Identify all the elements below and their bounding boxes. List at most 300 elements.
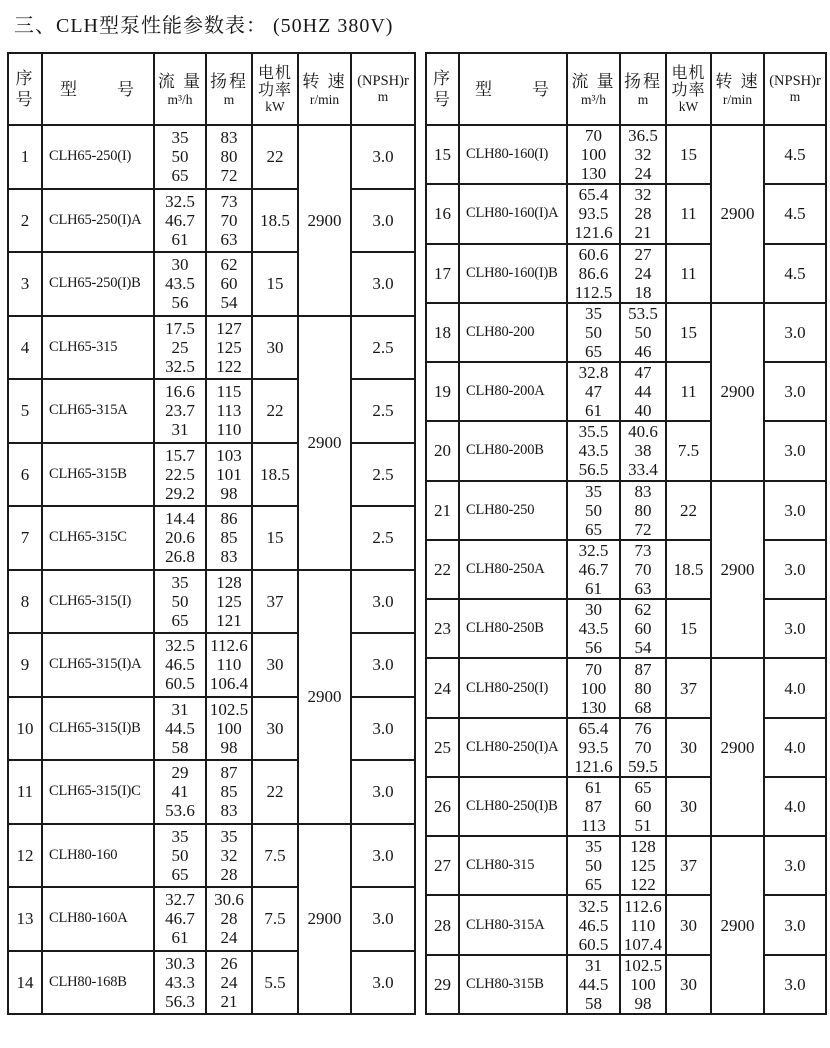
- table-row: [426, 125, 826, 184]
- head-cell: [206, 824, 252, 888]
- flow-value: 100: [580, 145, 607, 165]
- flow-value: 65.4: [578, 185, 609, 205]
- head-value: 32: [634, 145, 652, 165]
- head-value: 24: [634, 263, 652, 283]
- seq-cell: 3: [8, 252, 42, 316]
- flow-cell: [154, 252, 206, 316]
- power-cell: 18.5: [666, 540, 711, 599]
- speed-cell: 2900: [711, 481, 764, 659]
- flow-cell: [154, 570, 206, 634]
- head-value: 70: [634, 559, 652, 579]
- power-cell: 30: [666, 718, 711, 777]
- table-row: [8, 824, 415, 888]
- table-row: [426, 362, 826, 421]
- npsh-cell: 3.0: [351, 760, 415, 824]
- npsh-cell: 3.0: [351, 125, 415, 189]
- flow-cell: [154, 189, 206, 253]
- flow-value: 46.5: [578, 915, 609, 935]
- seq-cell: 13: [8, 887, 42, 951]
- flow-value: 30: [585, 600, 602, 620]
- head-value: 28: [220, 864, 238, 884]
- table-row: [426, 955, 826, 1014]
- head-value: 40: [634, 401, 652, 421]
- flow-cell: [154, 443, 206, 507]
- power-cell: 11: [666, 244, 711, 303]
- model-cell: CLH65-250(I)B: [42, 252, 154, 316]
- head-cell: [620, 599, 666, 658]
- col-header-seq-line1: 序: [15, 69, 35, 88]
- power-cell: 15: [666, 599, 711, 658]
- npsh-cell: 3.0: [351, 633, 415, 697]
- flow-value: 61: [585, 578, 602, 598]
- flow-value: 16.6: [165, 382, 195, 402]
- col-header-speed: [298, 53, 351, 125]
- flow-value: 50: [171, 591, 189, 611]
- model-cell: CLH65-315C: [42, 506, 154, 570]
- power-cell: 30: [252, 316, 298, 380]
- seq-cell: 26: [426, 777, 459, 836]
- npsh-cell: 3.0: [351, 824, 415, 888]
- model-cell: CLH80-160A: [42, 887, 154, 951]
- col-header-speed-unit: r/min: [722, 92, 753, 107]
- speed-cell: 2900: [711, 125, 764, 303]
- npsh-cell: 3.0: [764, 599, 826, 658]
- seq-cell: 5: [8, 379, 42, 443]
- speed-cell: 2900: [298, 824, 351, 1015]
- power-cell: 37: [666, 836, 711, 895]
- flow-value: 32.5: [165, 636, 195, 656]
- model-cell: CLH80-315B: [459, 955, 567, 1014]
- col-header-head-label: 扬程: [624, 72, 662, 91]
- col-header-model: 型 号: [42, 53, 154, 125]
- flow-value: 50: [585, 500, 602, 520]
- flow-value: 60.5: [165, 674, 195, 694]
- npsh-cell: 3.0: [764, 836, 826, 895]
- table-row: [426, 421, 826, 480]
- head-value: 21: [634, 223, 652, 243]
- head-value: 110: [216, 655, 242, 675]
- flow-value: 61: [171, 928, 189, 948]
- col-header-speed: [711, 53, 764, 125]
- flow-value: 86.6: [578, 263, 609, 283]
- col-header-npsh: [351, 53, 415, 125]
- model-cell: CLH80-160(I)A: [459, 184, 567, 243]
- head-value: 73: [634, 540, 652, 560]
- head-value: 122: [630, 875, 656, 895]
- flow-value: 46.5: [165, 655, 195, 675]
- npsh-cell: 2.5: [351, 506, 415, 570]
- head-value: 80: [634, 500, 652, 520]
- head-value: 121: [216, 610, 242, 630]
- model-cell: CLH80-250(I): [459, 658, 567, 717]
- head-value: 27: [634, 244, 652, 264]
- col-header-power-unit: kW: [678, 98, 699, 114]
- npsh-cell: 3.0: [351, 252, 415, 316]
- head-value: 72: [634, 519, 652, 539]
- flow-value: 61: [585, 401, 602, 421]
- model-cell: CLH80-315A: [459, 895, 567, 954]
- power-cell: 22: [252, 125, 298, 189]
- head-value: 107.4: [623, 934, 663, 954]
- head-value: 76: [634, 718, 652, 738]
- flow-cell: [567, 777, 620, 836]
- npsh-cell: 3.0: [764, 362, 826, 421]
- head-value: 125: [216, 337, 242, 357]
- table-row: [426, 836, 826, 895]
- model-cell: CLH80-160(I)B: [459, 244, 567, 303]
- head-value: 83: [634, 481, 652, 501]
- table-row: [8, 316, 415, 380]
- head-value: 102.5: [209, 699, 249, 719]
- speed-cell: 2900: [298, 570, 351, 824]
- head-value: 80: [634, 678, 652, 698]
- flow-value: 31: [585, 955, 602, 975]
- flow-value: 44.5: [165, 718, 195, 738]
- power-cell: 30: [252, 697, 298, 761]
- power-cell: 22: [252, 760, 298, 824]
- col-header-head-label: 扬程: [210, 72, 248, 91]
- npsh-cell: 3.0: [351, 887, 415, 951]
- head-cell: [620, 658, 666, 717]
- head-cell: [620, 362, 666, 421]
- npsh-cell: 3.0: [764, 955, 826, 1014]
- model-cell: CLH80-160(I): [459, 125, 567, 184]
- col-header-npsh: [764, 53, 826, 125]
- table-row: [426, 244, 826, 303]
- table-row: [426, 895, 826, 954]
- npsh-cell: 3.0: [764, 895, 826, 954]
- power-cell: 15: [252, 252, 298, 316]
- head-value: 26: [220, 953, 238, 973]
- head-value: 102.5: [623, 955, 663, 975]
- flow-value: 35: [585, 481, 602, 501]
- head-cell: [620, 540, 666, 599]
- seq-cell: 24: [426, 658, 459, 717]
- head-value: 72: [220, 166, 238, 186]
- head-cell: [206, 316, 252, 380]
- col-header-model: 型 号: [459, 53, 567, 125]
- flow-value: 56: [171, 293, 189, 313]
- flow-value: 65: [171, 610, 189, 630]
- flow-value: 50: [171, 147, 189, 167]
- model-cell: CLH80-250A: [459, 540, 567, 599]
- seq-cell: 6: [8, 443, 42, 507]
- head-value: 44: [634, 382, 652, 402]
- flow-cell: [154, 125, 206, 189]
- head-value: 40.6: [628, 422, 658, 442]
- col-header-flow: [154, 53, 206, 125]
- head-value: 70: [634, 737, 652, 757]
- head-value: 83: [220, 547, 238, 567]
- head-value: 125: [216, 591, 242, 611]
- col-header-npsh-unit: m: [377, 89, 389, 104]
- flow-cell: [567, 481, 620, 540]
- head-value: 73: [220, 191, 238, 211]
- npsh-cell: 3.0: [351, 951, 415, 1015]
- flow-value: 65: [585, 875, 602, 895]
- flow-value: 47: [585, 382, 602, 402]
- seq-cell: 14: [8, 951, 42, 1015]
- seq-cell: 1: [8, 125, 42, 189]
- head-value: 128: [216, 572, 242, 592]
- power-cell: 15: [666, 125, 711, 184]
- flow-value: 130: [580, 164, 607, 184]
- power-cell: 22: [666, 481, 711, 540]
- head-value: 80: [220, 147, 238, 167]
- col-header-npsh-label: (NPSH)r: [769, 73, 821, 89]
- flow-value: 32.5: [165, 356, 195, 376]
- header-row: [8, 53, 415, 125]
- flow-value: 65.4: [578, 718, 609, 738]
- flow-value: 58: [585, 993, 602, 1013]
- head-cell: [206, 379, 252, 443]
- model-cell: CLH80-315: [459, 836, 567, 895]
- head-value: 33.4: [628, 460, 658, 480]
- table-body-right: [426, 125, 826, 1014]
- head-cell: [620, 244, 666, 303]
- flow-value: 60.6: [578, 244, 609, 264]
- col-header-speed-unit: r/min: [309, 92, 340, 107]
- col-header-flow-unit: m³/h: [167, 92, 193, 107]
- speed-cell: 2900: [298, 125, 351, 316]
- speed-cell: 2900: [711, 303, 764, 481]
- head-value: 63: [634, 578, 652, 598]
- col-header-head-unit: m: [223, 92, 235, 107]
- table-row: [426, 658, 826, 717]
- table-row: [8, 379, 415, 443]
- power-cell: 37: [666, 658, 711, 717]
- flow-value: 35: [585, 837, 602, 857]
- seq-cell: 11: [8, 760, 42, 824]
- col-header-power: [252, 53, 298, 125]
- head-value: 24: [220, 928, 238, 948]
- flow-cell: [567, 303, 620, 362]
- flow-value: 22.5: [165, 464, 195, 484]
- flow-value: 87: [585, 797, 602, 817]
- head-value: 115: [216, 382, 242, 402]
- table-row: [426, 540, 826, 599]
- speed-cell: 2900: [711, 836, 764, 1014]
- flow-value: 43.5: [165, 274, 195, 294]
- flow-cell: [567, 895, 620, 954]
- col-header-npsh-label: (NPSH)r: [357, 73, 409, 89]
- model-cell: CLH80-250: [459, 481, 567, 540]
- flow-value: 70: [585, 126, 602, 146]
- flow-cell: [154, 316, 206, 380]
- model-cell: CLH65-315(I): [42, 570, 154, 634]
- head-value: 112.6: [624, 896, 662, 916]
- seq-cell: 9: [8, 633, 42, 697]
- head-cell: [620, 303, 666, 362]
- head-cell: [206, 633, 252, 697]
- head-cell: [206, 252, 252, 316]
- table-header-left: [8, 53, 415, 125]
- flow-value: 32.7: [165, 890, 195, 910]
- head-cell: [620, 718, 666, 777]
- table-row: [8, 697, 415, 761]
- flow-cell: [154, 697, 206, 761]
- table-row: [8, 252, 415, 316]
- npsh-cell: 3.0: [764, 421, 826, 480]
- flow-value: 60.5: [578, 934, 609, 954]
- power-cell: 30: [666, 955, 711, 1014]
- flow-cell: [154, 633, 206, 697]
- seq-cell: 15: [426, 125, 459, 184]
- flow-value: 56: [585, 638, 602, 658]
- head-value: 127: [216, 318, 242, 338]
- head-value: 62: [634, 600, 652, 620]
- table-row: [8, 125, 415, 189]
- power-cell: 18.5: [252, 443, 298, 507]
- power-cell: 11: [666, 362, 711, 421]
- head-value: 106.4: [209, 674, 249, 694]
- head-cell: [206, 443, 252, 507]
- flow-cell: [154, 760, 206, 824]
- col-header-speed-label: 转 速: [715, 72, 760, 91]
- col-header-head: [206, 53, 252, 125]
- head-value: 21: [220, 991, 238, 1011]
- flow-value: 30: [171, 255, 189, 275]
- page-title: 三、CLH型泵性能参数表： (50HZ 380V): [14, 15, 394, 37]
- flow-value: 32.8: [578, 363, 609, 383]
- head-value: 54: [220, 293, 238, 313]
- flow-value: 30.3: [165, 953, 195, 973]
- table-row: [426, 184, 826, 243]
- flow-value: 112.5: [574, 282, 613, 302]
- col-header-power-line2: 功率: [257, 81, 292, 99]
- head-cell: [206, 125, 252, 189]
- flow-value: 121.6: [574, 756, 613, 776]
- npsh-cell: 4.5: [764, 125, 826, 184]
- flow-value: 43.5: [578, 619, 609, 639]
- header-row: [426, 53, 826, 125]
- power-cell: 11: [666, 184, 711, 243]
- flow-value: 65: [171, 864, 189, 884]
- head-value: 59.5: [628, 756, 658, 776]
- head-value: 63: [220, 229, 238, 249]
- head-value: 28: [220, 909, 238, 929]
- flow-value: 32.5: [165, 191, 195, 211]
- flow-value: 65: [171, 166, 189, 186]
- flow-value: 113: [581, 816, 606, 836]
- head-value: 98: [634, 993, 652, 1013]
- flow-cell: [567, 836, 620, 895]
- flow-value: 46.7: [165, 210, 195, 230]
- flow-cell: [567, 421, 620, 480]
- head-value: 54: [634, 638, 652, 658]
- head-value: 28: [634, 204, 652, 224]
- head-cell: [620, 481, 666, 540]
- flow-value: 61: [585, 778, 602, 798]
- head-value: 128: [630, 837, 656, 857]
- flow-cell: [154, 506, 206, 570]
- flow-value: 56.5: [578, 460, 609, 480]
- model-cell: CLH80-250B: [459, 599, 567, 658]
- head-value: 83: [220, 128, 238, 148]
- flow-value: 61: [171, 229, 189, 249]
- head-value: 36.5: [628, 126, 658, 146]
- flow-cell: [567, 244, 620, 303]
- head-value: 100: [630, 974, 656, 994]
- flow-cell: [154, 887, 206, 951]
- seq-cell: 19: [426, 362, 459, 421]
- head-value: 98: [220, 483, 238, 503]
- flow-value: 93.5: [578, 737, 609, 757]
- col-header-seq: [426, 53, 459, 125]
- head-value: 68: [634, 697, 652, 717]
- flow-cell: [567, 125, 620, 184]
- head-value: 30.6: [214, 890, 244, 910]
- pump-table-left: [7, 52, 416, 1015]
- head-value: 32: [634, 185, 652, 205]
- flow-value: 32.5: [578, 540, 609, 560]
- head-cell: [206, 697, 252, 761]
- model-cell: CLH65-315(I)A: [42, 633, 154, 697]
- head-value: 125: [630, 856, 656, 876]
- model-cell: CLH80-168B: [42, 951, 154, 1015]
- npsh-cell: 2.5: [351, 443, 415, 507]
- pump-table-right: [425, 52, 827, 1015]
- table-row: [8, 633, 415, 697]
- head-cell: [620, 125, 666, 184]
- flow-value: 32.5: [578, 896, 609, 916]
- head-value: 65: [634, 778, 652, 798]
- seq-cell: 2: [8, 189, 42, 253]
- table-row: [8, 887, 415, 951]
- head-value: 112.6: [210, 636, 248, 656]
- seq-cell: 20: [426, 421, 459, 480]
- head-value: 50: [634, 322, 652, 342]
- flow-cell: [567, 955, 620, 1014]
- model-cell: CLH80-200B: [459, 421, 567, 480]
- head-value: 70: [220, 210, 238, 230]
- table-body-left: [8, 125, 415, 1014]
- table-header-right: [426, 53, 826, 125]
- flow-value: 58: [171, 737, 189, 757]
- head-cell: [206, 189, 252, 253]
- table-row: [426, 481, 826, 540]
- npsh-cell: 3.0: [351, 570, 415, 634]
- flow-value: 43.3: [165, 972, 195, 992]
- table-row: [8, 189, 415, 253]
- flow-value: 31: [171, 420, 189, 440]
- seq-cell: 28: [426, 895, 459, 954]
- head-value: 18: [634, 282, 652, 302]
- flow-cell: [567, 658, 620, 717]
- model-cell: CLH80-160: [42, 824, 154, 888]
- flow-cell: [567, 540, 620, 599]
- col-header-flow-unit: m³/h: [580, 92, 607, 107]
- flow-value: 46.7: [578, 559, 609, 579]
- head-value: 86: [220, 509, 238, 529]
- power-cell: 30: [666, 777, 711, 836]
- flow-value: 23.7: [165, 401, 195, 421]
- power-cell: 18.5: [252, 189, 298, 253]
- flow-value: 65: [585, 341, 602, 361]
- flow-value: 130: [580, 697, 607, 717]
- seq-cell: 27: [426, 836, 459, 895]
- model-cell: CLH65-315B: [42, 443, 154, 507]
- col-header-power-line1: 电机: [257, 64, 292, 82]
- flow-value: 43.5: [578, 441, 609, 461]
- seq-cell: 10: [8, 697, 42, 761]
- power-cell: 7.5: [252, 824, 298, 888]
- head-cell: [620, 421, 666, 480]
- col-header-npsh-unit: m: [789, 89, 801, 104]
- seq-cell: 23: [426, 599, 459, 658]
- model-cell: CLH80-200A: [459, 362, 567, 421]
- head-value: 100: [216, 718, 242, 738]
